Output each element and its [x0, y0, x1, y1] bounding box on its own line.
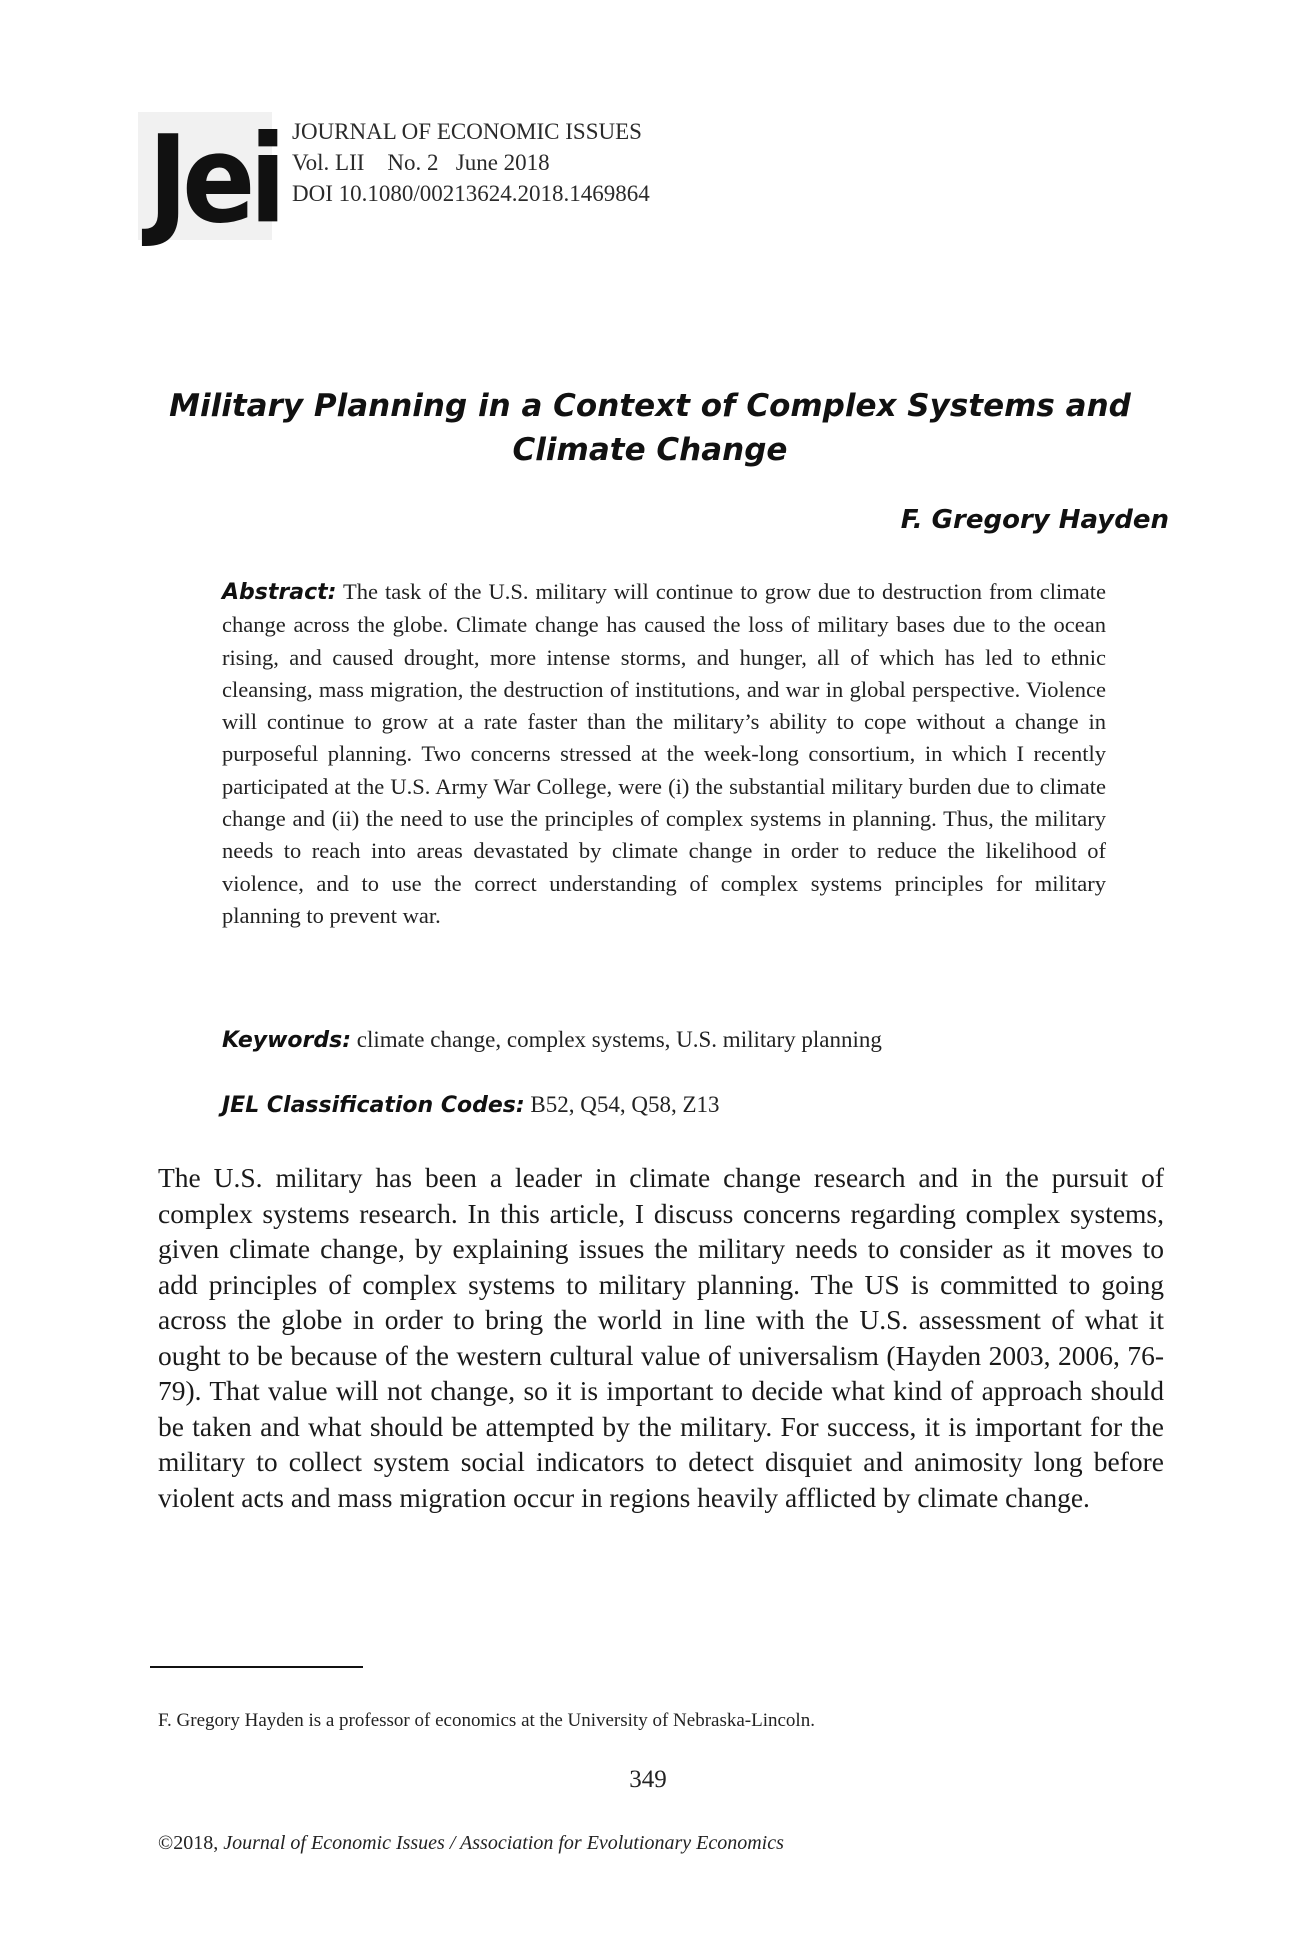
keywords-text: climate change, complex systems, U.S. military planning: [356, 1027, 882, 1052]
copyright-prefix: ©2018,: [158, 1832, 224, 1854]
page-number: 349: [629, 1766, 667, 1793]
journal-name: JOURNAL OF ECONOMIC ISSUES: [292, 119, 642, 144]
abstract-text: The task of the U.S. military will continue to grow due to destruction from climate change across the globe. Climate change has caused the loss of military bases due to the ocean rising, and caused drought, more intense storms, and hunger, all of which has led to ethnic cleansing, mass migration, the destruction of institutions, and war in global perspective. Violence will continue to grow at a rate faster than the military’s ability to cope without a change in purposeful planning. Two concerns stressed at the week-long consortium, in which I recently participated at the U.S. Army War College, were (i) the substantial military burden due to climate change and (ii) the need to use the principles of complex systems in planning. Thus, the military needs to reach into areas devastated by climate change in order to reduce the likelihood of violence, and to use the correct understanding of complex systems principles for military planning to prevent war.: [222, 579, 1107, 928]
jel-codes: [222, 1092, 720, 1118]
copyright-line: [158, 1832, 784, 1855]
author-footnote: F. Gregory Hayden is a professor of economics at the University of Nebraska-Lincoln.: [158, 1710, 815, 1731]
jel-label: JEL Classification Codes:: [222, 1093, 525, 1118]
copyright-journal: Journal of Economic Issues / Association for Evolutionary Economics: [223, 1832, 784, 1854]
jel-text: B52, Q54, Q58, Z13: [530, 1092, 720, 1117]
journal-logo: [138, 110, 281, 251]
doi: DOI 10.1080/00213624.2018.1469864: [292, 181, 650, 206]
journal-logo-text: Jei: [148, 110, 281, 251]
keywords: [222, 1027, 882, 1053]
abstract-label: Abstract:: [222, 580, 337, 605]
journal-header: [292, 116, 650, 209]
article-title: Military Planning in a Context of Complex Systems and Climate Change: [169, 388, 1131, 468]
keywords-label: Keywords:: [222, 1028, 352, 1053]
abstract: [222, 576, 1106, 932]
article-author: F. Gregory Hayden: [900, 505, 1169, 535]
body-paragraph: The U.S. military has been a leader in climate change research and in the pursuit of complex systems research. In this article, I discuss concerns regarding complex systems, given climate change, by explaining issues the military needs to consider as it moves to add principles of complex systems to military planning. The US is committed to going across the globe in order to bring the world in line with the U.S. assessment of what it ought to be because of the western cultural value of universalism (Hayden 2003, 2006, 76-79). That value will not change, so it is important to decide what kind of approach should be taken and what should be attempted by the military. For success, it is important for the military to collect system social indicators to detect disquiet and animosity long before violent acts and mass migration occur in regions heavily afflicted by climate change.: [158, 1162, 1164, 1513]
footnote-divider: [150, 1666, 363, 1668]
volume-issue-date: Vol. LII No. 2 June 2018: [292, 150, 550, 175]
